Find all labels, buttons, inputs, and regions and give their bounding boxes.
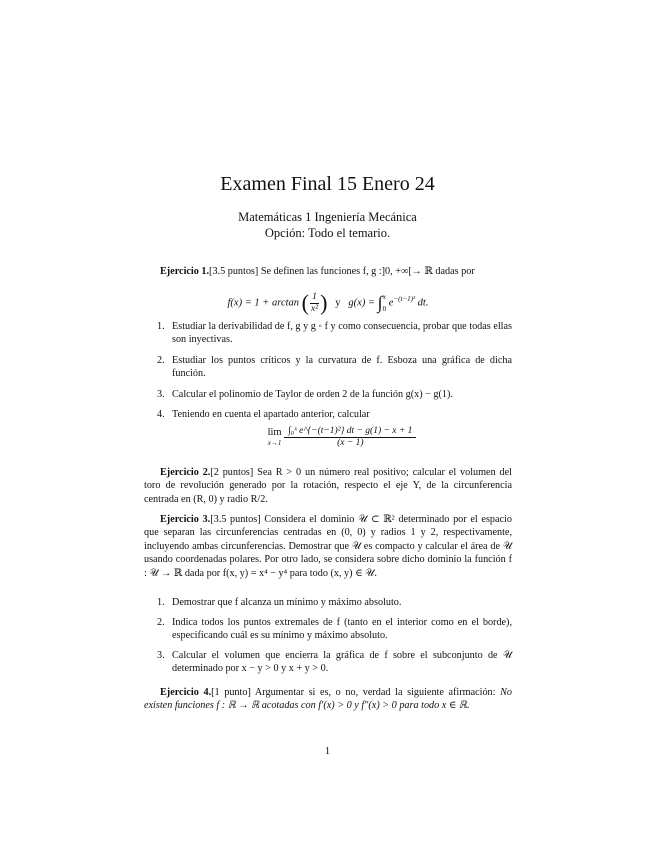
exercise-2-text: Sea R > 0 un número real positivo; calcular el volumen del toro de revolución generado por la rotación, respecto el eje Y, de la circunferencia centrada en (R, 0) y radio R/2. <box>144 467 512 505</box>
exercise-2-label: Ejercicio 2. <box>160 467 211 478</box>
item-text: Indica todos los puntos extremales de f (tanto en el interior como en el borde), especificando cuál es su mínimo y máximo absoluto. <box>172 617 512 642</box>
limit-denominator: (x − 1) <box>337 438 364 448</box>
integrand-base: e <box>388 297 394 309</box>
item-text: Teniendo en cuenta el apartado anterior, calcular <box>172 409 370 420</box>
exercise-1-intro <box>144 265 512 278</box>
page-title: Examen Final 15 Enero 24 <box>220 173 435 195</box>
exercise-1-label: Ejercicio 1. <box>160 266 210 277</box>
exercise-3-item-2 <box>144 616 512 643</box>
exercise-1-equation: f(x) = 1 + arctan ( $\frac{1}{\text{x²}}$ ) y g(x) = ∫ x 0 $e^{-(t-1)^2}$ dt. <box>227 290 429 315</box>
limit-label: lim <box>267 426 282 438</box>
exercise-3-item-1 <box>144 596 512 609</box>
exercise-3-item-3 <box>144 649 512 676</box>
exercise-1-points: [3.5 puntos] <box>209 266 259 277</box>
integral-lower: 0 <box>382 305 387 313</box>
exercise-1-intro-text: Se definen las funciones f, g :]0, +∞[→ ℝ dadas por <box>260 266 475 277</box>
integral-dt: dt. <box>417 297 429 309</box>
item-text: Estudiar la derivabilidad de f, g y g ◦ f y como consecuencia, probar que todas ellas son inyectivas. <box>172 321 512 346</box>
exercise-2 <box>144 466 512 506</box>
item-number: 3. <box>157 389 165 400</box>
limit-fraction <box>284 426 416 449</box>
exercise-2-points: [2 puntos] <box>210 467 254 478</box>
exercise-3-label: Ejercicio 3. <box>160 514 211 525</box>
item-number: 4. <box>157 409 165 420</box>
item-number: 1. <box>157 597 165 608</box>
exercise-1-item-3 <box>144 388 512 401</box>
subtitle-option: Opción: Todo el temario. <box>264 226 391 240</box>
exercise-3-text: Considera el dominio 𝒰 ⊂ ℝ² determinado por el espacio que separan las circunferencias centradas en (0, 0) y radios 1 y 2, respectivamente, incluyendo ambas circunferencias. Demostrar que 𝒰 es compacto y calcular el área de 𝒰 usando coordenadas polares. Por otro lado, se considera sobre dicho dominio la función f : 𝒰 → ℝ dada por f(x, y) = x⁴ − y⁴ para todo (x, y) ∈ 𝒰. <box>144 514 512 579</box>
integral-upper: x <box>382 293 386 301</box>
equation-f: f(x) = 1 + arctan <box>227 297 300 309</box>
exercise-1-item-2 <box>144 354 512 381</box>
page-number: 1 <box>324 746 331 757</box>
item-text: Demostrar que f alcanza un mínimo y máximo absoluto. <box>172 597 402 608</box>
item-number: 2. <box>157 355 165 366</box>
page-subtitle <box>0 209 655 241</box>
exercise-3 <box>144 513 512 580</box>
exercise-4-label: Ejercicio 4. <box>160 687 212 698</box>
item-number: 2. <box>157 617 165 628</box>
equation-and: y <box>335 297 341 309</box>
item-number: 3. <box>157 650 165 661</box>
exercise-1-item-1 <box>144 320 512 347</box>
integrand-exponent: −(t−1)² <box>393 294 416 303</box>
subtitle-course: Matemáticas 1 Ingeniería Mecánica <box>238 210 417 224</box>
exercise-4 <box>144 686 512 713</box>
equation-f-fraction <box>309 292 320 315</box>
equation-g: g(x) = <box>348 297 376 309</box>
item-number: 1. <box>157 321 165 332</box>
item-text: Calcular el volumen que encierra la gráfica de f sobre el subconjunto de 𝒰 determinado por x − y > 0 y x + y > 0. <box>172 650 512 675</box>
fraction-denominator: x² <box>311 303 319 314</box>
fraction-numerator: 1 <box>312 291 317 302</box>
exercise-4-statement: No existen funciones f : ℝ → ℝ acotadas con f′(x) > 0 y f″(x) > 0 para todo x ∈ ℝ. <box>144 687 513 712</box>
exercise-4-points: [1 punto] <box>211 687 251 698</box>
limit-expression <box>172 426 512 449</box>
limit-numerator: ∫₀ˣ e^{−(t−1)²} dt − g(1) − x + 1 <box>284 426 416 438</box>
item-text: Calcular el polinomio de Taylor de orden 2 de la función g(x) − g(1). <box>172 389 453 400</box>
exercise-3-points: [3.5 puntos] <box>210 514 261 525</box>
exercise-4-text: Argumentar si es, o no, verdad la siguiente afirmación: <box>254 687 496 698</box>
exercise-1-item-4 <box>144 408 512 421</box>
item-text: Estudiar los puntos críticos y la curvatura de f. Esboza una gráfica de dicha función. <box>172 355 512 380</box>
limit-subscript: x→1 <box>267 438 282 447</box>
